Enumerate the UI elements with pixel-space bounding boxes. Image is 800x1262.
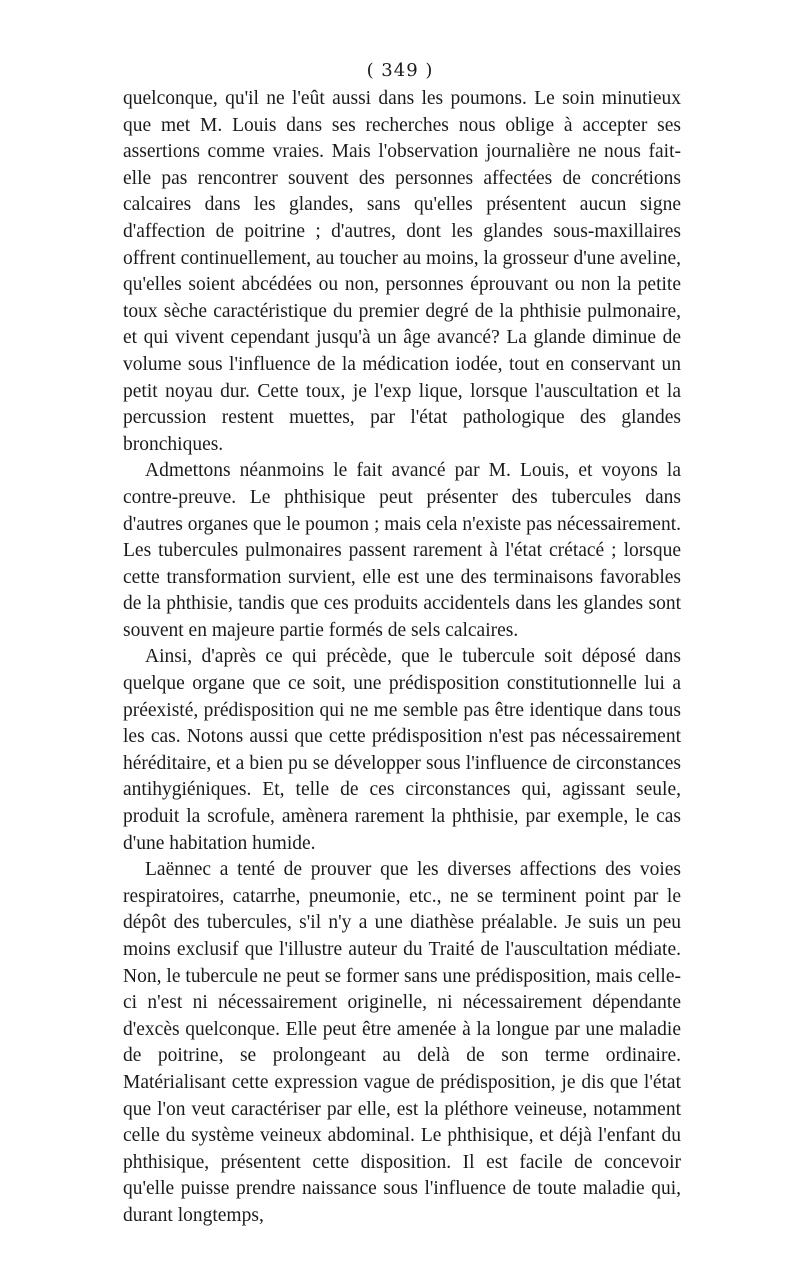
paragraph-predisposition: Ainsi, d'après ce qui précède, que le tubercule soit déposé dans quelque organe que ce soit, une prédisposition constitutionnelle lui a préexisté, prédisposition qui ne me semble pas être identique dans tous les cas. Notons aussi que cette prédisposition n'est pas nécessairement héréditaire, et a bien pu se développer sous l'influence de circonstances antihygiéniques. Et, telle de ces circonstances qui, agissant seule, produit la scrofule, amènera rarement la phthisie, par exemple, le cas d'une habitation humide. — [123, 646, 681, 854]
paragraph-contre-preuve: Admettons néanmoins le fait avancé par M. Louis, et voyons la contre-preuve. Le phthisique peut présenter des tubercules dans d'autres organes que le poumon ; mais cela n'existe pas nécessairement. Les tubercules pulmonaires passent rarement à l'état crétacé ; lorsque cette transformation survient, elle est une des terminaisons favorables de la phthisie, tandis que ces produits accidentels dans les glandes sont souvent en majeure partie formés de sels calcaires. — [123, 460, 681, 641]
page-number: ( 349 ) — [366, 60, 434, 81]
body-text — [123, 86, 681, 1230]
paragraph-laennec: Laënnec a tenté de prouver que les diverses affections des voies respiratoires, catarrhe, pneumonie, etc., ne se terminent point par le dépôt des tubercules, s'il n'y a une diathèse préalable. Je suis un peu moins exclusif que l'illustre auteur du Traité de l'auscultation médiate. Non, le tubercule ne peut se former sans une prédisposition, mais celle-ci n'est ni nécessairement originelle, ni nécessairement dépendante d'excès quelconque. Elle peut être amenée à la longue par une maladie de poitrine, se prolongeant au delà de son terme ordinaire. Matérialisant cette expression vague de prédisposition, je dis que l'état que l'on veut caractériser par elle, est la pléthore veineuse, notamment celle du système veineux abdominal. Le phthisique, et déjà l'enfant du phthisique, présentent cette disposition. Il est facile de concevoir qu'elle puisse prendre naissance sous l'influence de toute maladie qui, durant longtemps, — [123, 859, 681, 1226]
paragraph-continuation: quelconque, qu'il ne l'eût aussi dans les poumons. Le soin minutieux que met M. Louis dans ses recherches nous oblige à accepter ses assertions comme vraies. Mais l'observation journalière ne nous fait-elle pas rencontrer souvent des personnes affectées de concrétions calcaires dans les glandes, sans qu'elles présentent aucun signe d'affection de poitrine ; d'autres, dont les glandes sous-maxillaires offrent continuellement, au toucher au moins, la grosseur d'une aveline, qu'elles soient abcédées ou non, personnes éprouvant ou non la petite toux sèche caractéristique du premier degré de la phthisie pulmonaire, et qui vivent cependant jusqu'à un âge avancé? La glande diminue de volume sous l'influence de la médication iodée, tout en conservant un petit noyau dur. Cette toux, je l'exp lique, lorsque l'auscultation et la percussion restent muettes, par l'état pathologique des glandes bronchiques. — [123, 88, 681, 455]
